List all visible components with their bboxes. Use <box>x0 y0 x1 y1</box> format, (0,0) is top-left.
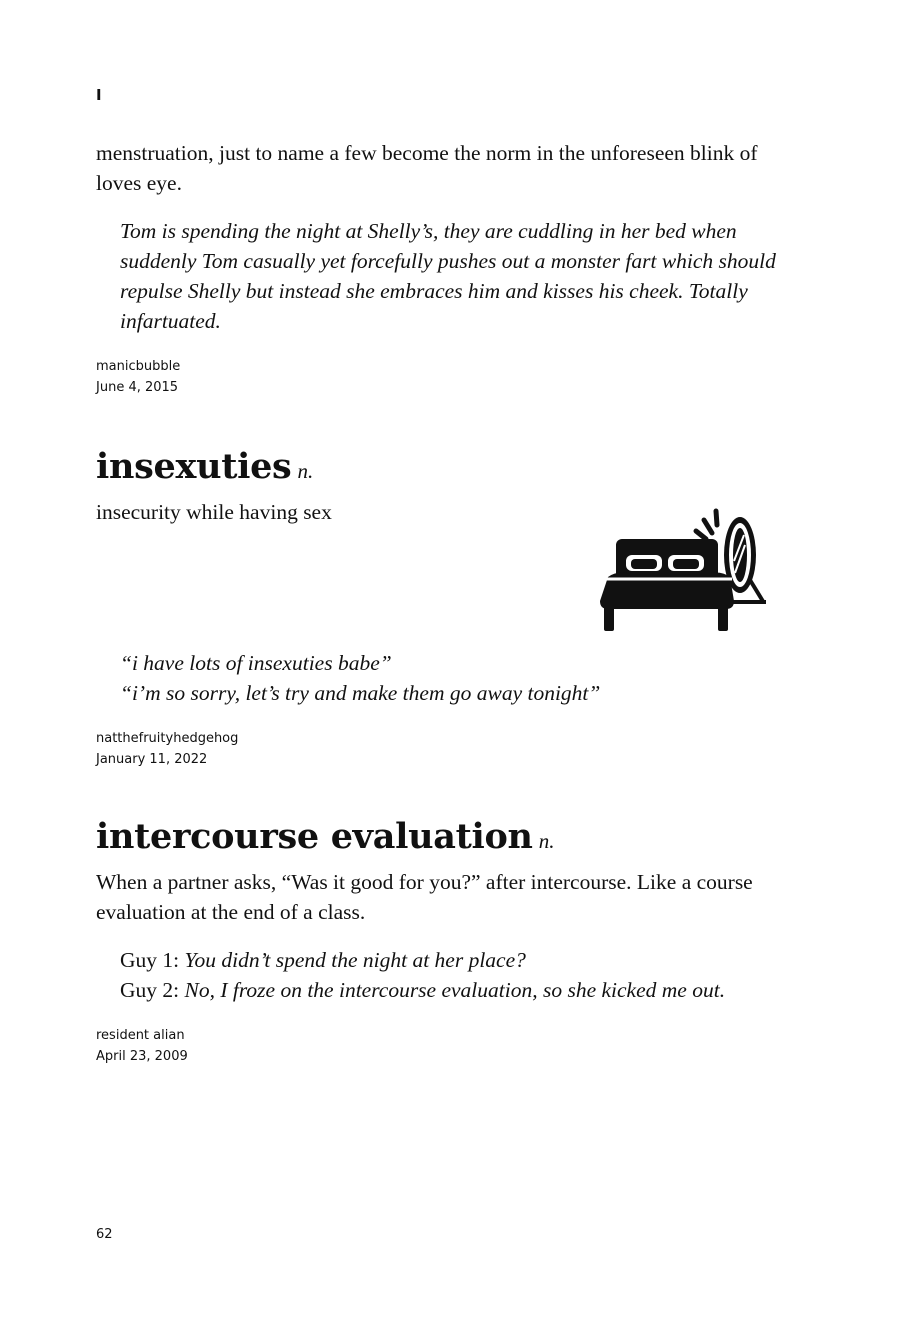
bed-icon <box>600 539 734 631</box>
example-speaker: Guy 1: <box>120 948 180 972</box>
entry-date: April 23, 2009 <box>96 1049 188 1064</box>
headword-line <box>96 816 776 857</box>
example-line: “i have lots of insexuties babe” <box>120 651 392 675</box>
page-number: 62 <box>96 1227 113 1242</box>
running-head-letter: I <box>96 86 102 104</box>
headword-line <box>96 446 776 487</box>
headword: intercourse evaluation <box>96 816 533 857</box>
entry-author: manicbubble <box>96 359 181 374</box>
entry-date: June 4, 2015 <box>96 380 179 395</box>
entry-insexuties-example <box>96 648 776 770</box>
definition: When a partner asks, “Was it good for you?” after intercourse. Like a course evaluation at the end of a class. <box>96 870 753 924</box>
entry-date: January 11, 2022 <box>96 752 208 767</box>
continued-entry <box>96 138 776 398</box>
example-quote: Tom is spending the night at Shelly’s, they are cuddling in her bed when suddenly Tom casually yet forcefully pushes out a monster fart which should repulse Shelly but instead she embraces him and kisses his cheek. Totally infartuated. <box>120 219 776 333</box>
burst-lines-icon <box>696 511 717 539</box>
example-text: No, I froze on the intercourse evaluation, so she kicked me out. <box>184 978 726 1002</box>
definition-continuation: menstruation, just to name a few become the norm in the unforeseen blink of loves eye. <box>96 141 758 195</box>
entry-author: resident alian <box>96 1028 185 1043</box>
example-line <box>96 975 776 1005</box>
definition: insecurity while having sex <box>96 500 332 524</box>
part-of-speech: n. <box>538 829 555 853</box>
entry-author: natthefruityhedgehog <box>96 731 239 746</box>
headword: insexuties <box>96 446 292 487</box>
dictionary-page <box>96 0 776 1331</box>
example-text: You didn’t spend the night at her place? <box>184 948 526 972</box>
example-line: “i’m so sorry, let’s try and make them go away tonight” <box>120 681 601 705</box>
example-speaker: Guy 2: <box>120 978 180 1002</box>
example-line <box>96 945 776 975</box>
entry-intercourse-evaluation <box>96 816 776 1067</box>
part-of-speech: n. <box>297 459 314 483</box>
bed-and-mirror-icon <box>598 505 770 635</box>
